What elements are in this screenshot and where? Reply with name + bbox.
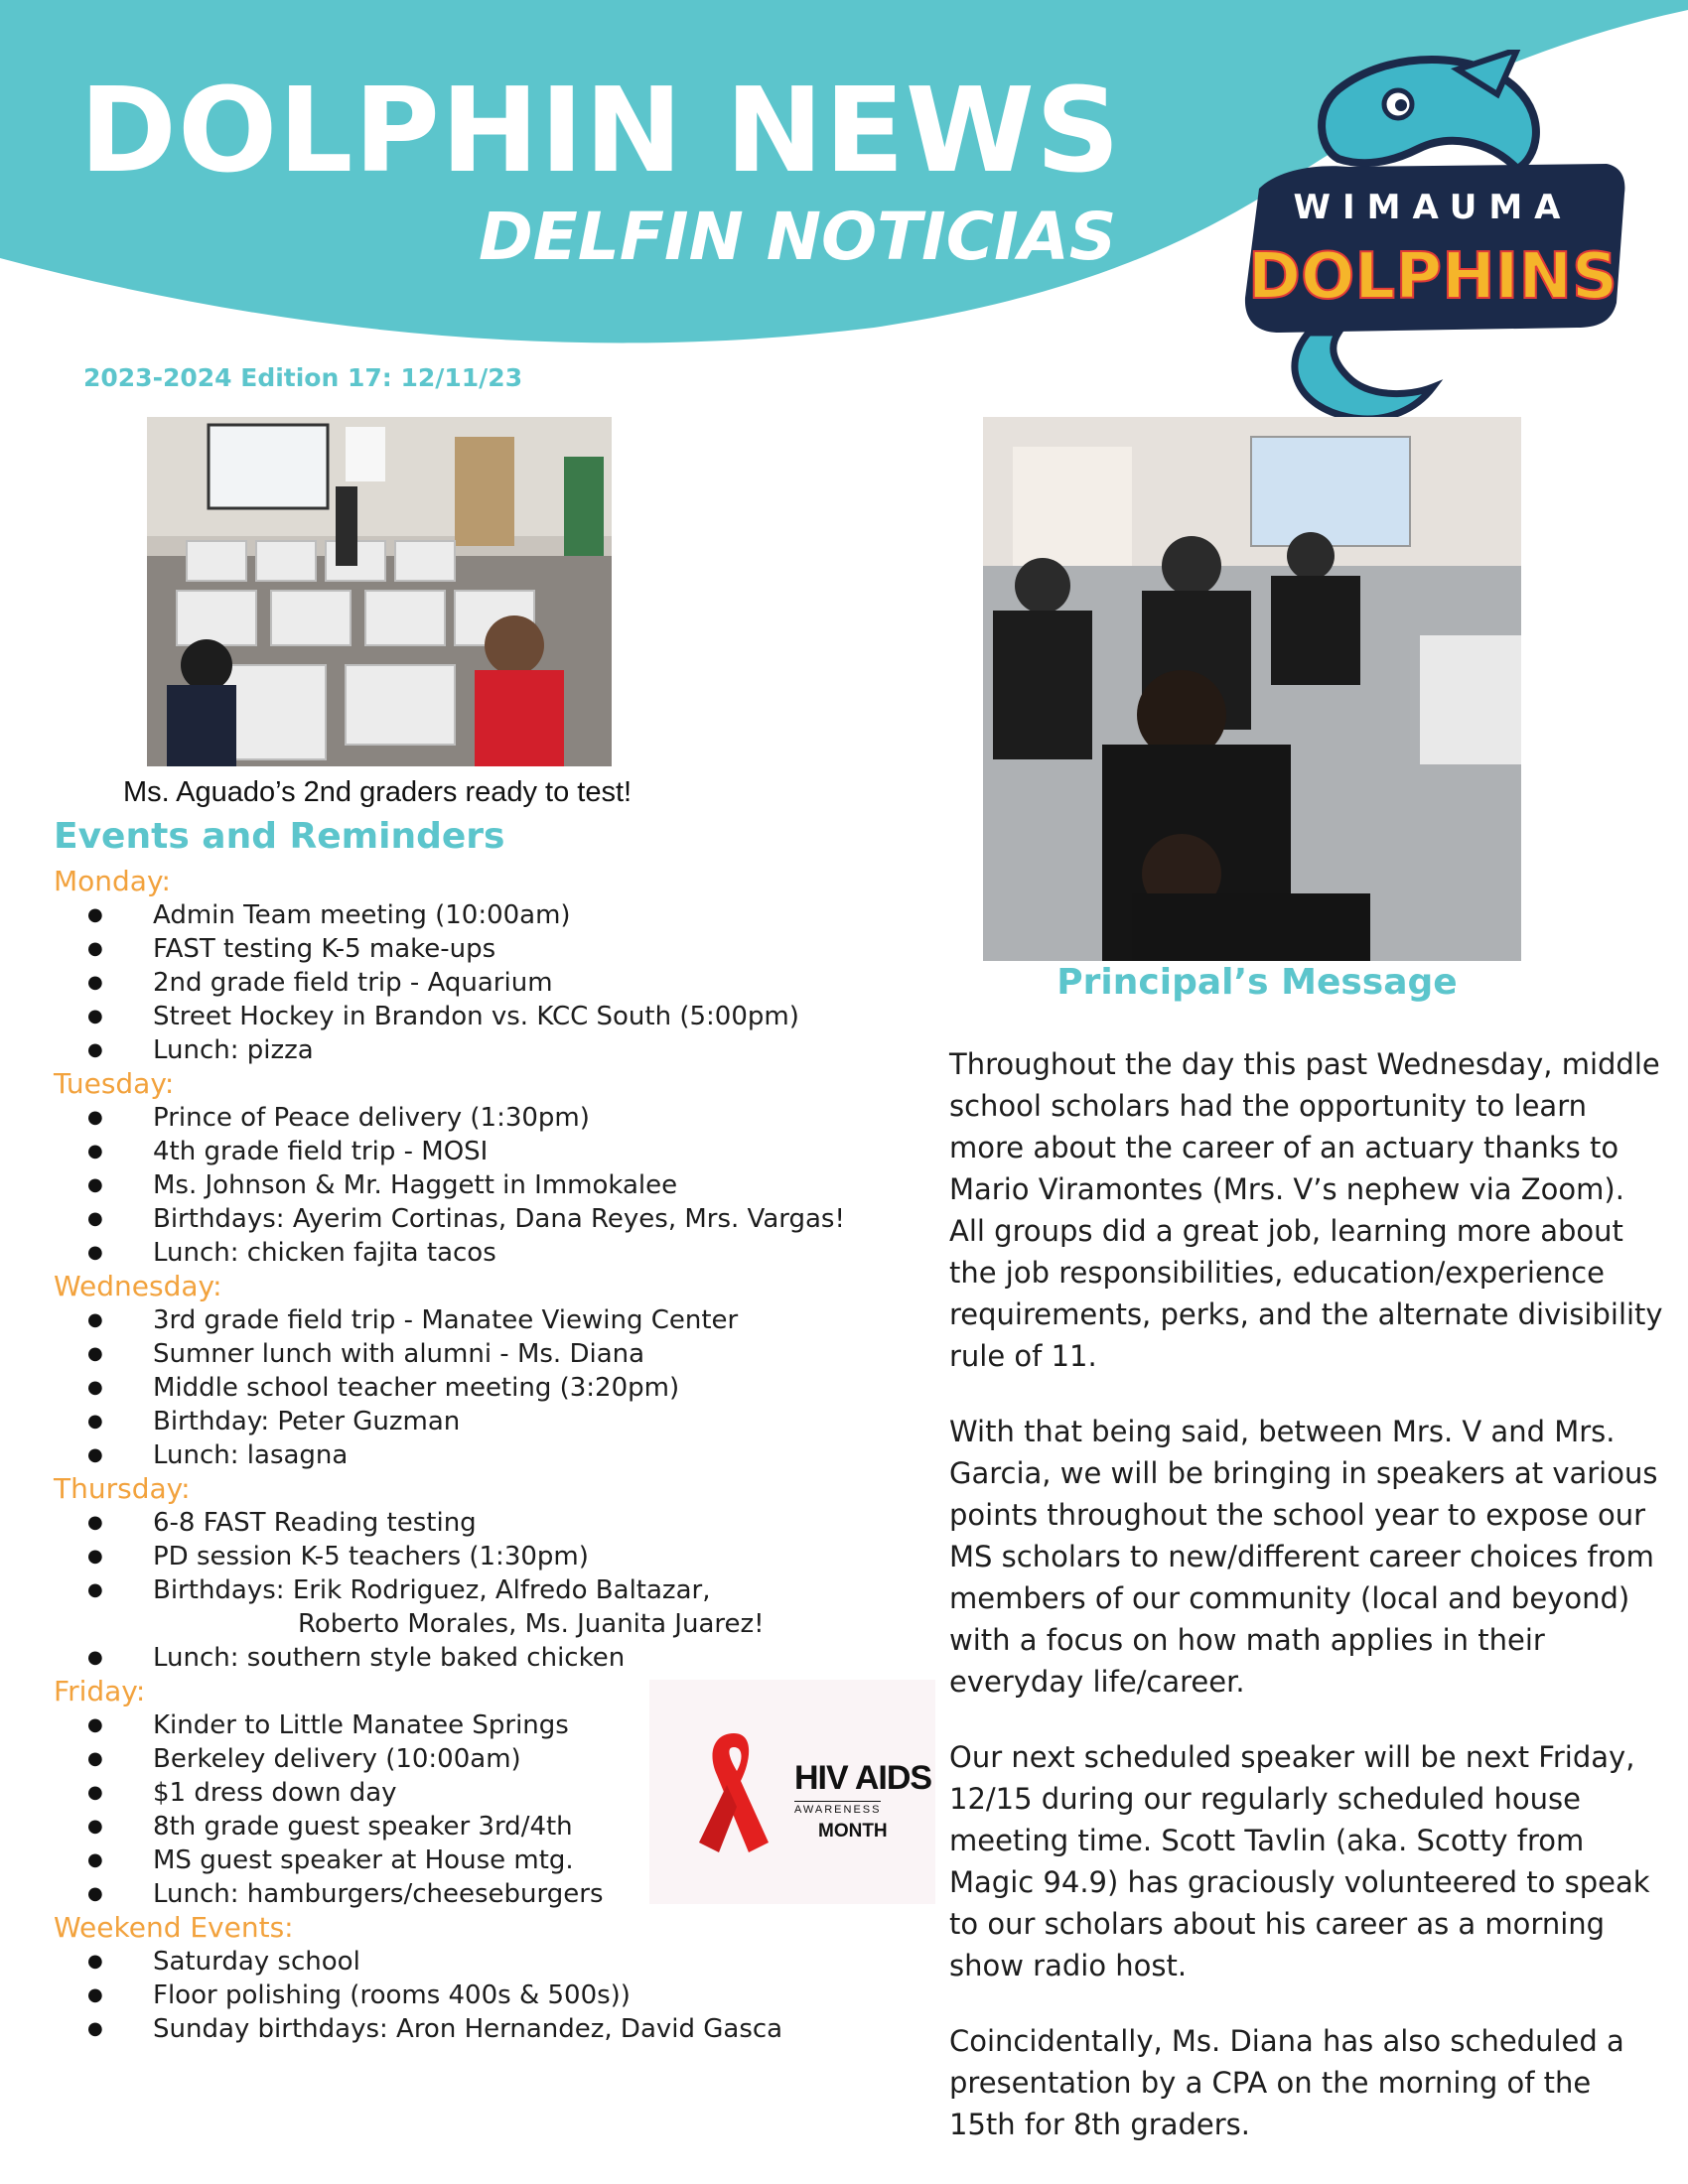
day-monday: Monday:	[54, 865, 171, 898]
day-friday: Friday:	[54, 1675, 146, 1708]
principal-paragraph: Our next scheduled speaker will be next Friday, 12/15 during our regularly scheduled house meeting time. Scott Tavlin (aka. Scotty from Magic 94.9) has graciously volunteered to speak to our scholars about his career as a morning show radio host.	[949, 1740, 1650, 1983]
list-item: ● 4th grade field trip - MOSI	[54, 1135, 947, 1168]
principal-paragraph: With that being said, between Mrs. V and Mrs. Garcia, we will be bringing in speakers at various points throughout the school year to expose our MS scholars to new/different career choices from members of our community (local and beyond) with a focus on how math applies in their everyday life/career.	[949, 1415, 1658, 1700]
list-item: ● Lunch: southern style baked chicken	[54, 1641, 947, 1675]
list-item: ● MS guest speaker at House mtg.	[54, 1843, 947, 1877]
list-item: ● Berkeley delivery (10:00am)	[54, 1742, 947, 1776]
middle-school-classroom-photo	[983, 417, 1521, 961]
list-item: ● Admin Team meeting (10:00am)	[54, 898, 947, 932]
left-photo-caption: Ms. Aguado’s 2nd graders ready to test!	[123, 776, 633, 808]
list-item: ● Kinder to Little Manatee Springs	[54, 1708, 947, 1742]
list-item: ● Lunch: hamburgers/cheeseburgers	[54, 1877, 947, 1911]
list-item-text: Birthdays: Erik Rodriguez, Alfredo Baltazar,	[153, 1575, 711, 1606]
list-item: ● 2nd grade field trip - Aquarium	[54, 966, 947, 1000]
day-weekend: Weekend Events:	[54, 1911, 294, 1945]
hiv-badge-month: MONTH	[818, 1821, 888, 1842]
wednesday-list	[54, 1303, 947, 1472]
day-thursday: Thursday:	[54, 1472, 191, 1506]
logo-bottom-text: DOLPHINS	[1247, 240, 1618, 314]
list-item: ● Birthdays: Ayerim Cortinas, Dana Reyes, Mrs. Vargas!	[54, 1202, 947, 1236]
red-ribbon-icon	[689, 1723, 778, 1862]
day-tuesday: Tuesday:	[54, 1067, 175, 1101]
principals-message	[949, 961, 1664, 2179]
list-item: ● Lunch: pizza	[54, 1033, 947, 1067]
list-item: ● Lunch: chicken fajita tacos	[54, 1236, 947, 1270]
wimauma-dolphins-logo	[1219, 50, 1636, 427]
list-item: ● Middle school teacher meeting (3:20pm)	[54, 1371, 947, 1405]
hiv-aids-awareness-badge	[649, 1680, 935, 1904]
list-item: ● 8th grade guest speaker 3rd/4th	[54, 1810, 947, 1843]
monday-list	[54, 898, 947, 1067]
list-item: ● Prince of Peace delivery (1:30pm)	[54, 1101, 947, 1135]
hiv-badge-title: HIV AIDS	[794, 1759, 932, 1797]
tuesday-list	[54, 1101, 947, 1270]
list-item: ● PD session K-5 teachers (1:30pm)	[54, 1540, 947, 1573]
thursday-list	[54, 1506, 947, 1675]
list-item	[54, 1573, 947, 1641]
newsletter-subtitle: DELFIN NOTICIAS	[479, 199, 1117, 275]
hiv-badge-awareness: AWARENESS	[794, 1801, 881, 1816]
list-item: ● Floor polishing (rooms 400s & 500s))	[54, 1979, 947, 2012]
logo-top-text: WIMAUMA	[1293, 188, 1573, 227]
list-item: ● $1 dress down day	[54, 1776, 947, 1810]
day-wednesday: Wednesday:	[54, 1270, 222, 1303]
list-item: ● Street Hockey in Brandon vs. KCC South (5:00pm)	[54, 1000, 947, 1033]
list-item: ● Birthday: Peter Guzman	[54, 1405, 947, 1438]
events-heading: Events and Reminders	[54, 816, 505, 857]
edition-line: 2023-2024 Edition 17: 12/11/23	[83, 363, 523, 392]
list-item-continuation: Roberto Morales, Ms. Juanita Juarez!	[298, 1609, 765, 1640]
newsletter-title: DOLPHIN NEWS	[79, 62, 1121, 199]
list-item: ● Lunch: lasagna	[54, 1438, 947, 1472]
classroom-testing-photo	[147, 417, 612, 766]
principal-paragraph: Throughout the day this past Wednesday, middle school scholars had the opportunity to learn more about the career of an actuary thanks to Mario Viramontes (Mrs. V’s nephew via Zoom). All groups did a great job, learning more about the job responsibilities, education/experience requirements, perks, and the alternate divisibility rule of 11.	[949, 1047, 1663, 1374]
list-item: ● Sumner lunch with alumni - Ms. Diana	[54, 1337, 947, 1371]
list-item: ● FAST testing K-5 make-ups	[54, 932, 947, 966]
list-item: ● 6-8 FAST Reading testing	[54, 1506, 947, 1540]
list-item: ● Sunday birthdays: Aron Hernandez, David Gasca	[54, 2012, 947, 2046]
principal-heading: Principal’s Message	[1056, 962, 1458, 1003]
list-item: ● Ms. Johnson & Mr. Haggett in Immokalee	[54, 1168, 947, 1202]
weekend-list	[54, 1945, 947, 2046]
principal-paragraph: Coincidentally, Ms. Diana has also scheduled a presentation by a CPA on the morning of the 15th for 8th graders.	[949, 2024, 1624, 2142]
list-item: ● 3rd grade field trip - Manatee Viewing Center	[54, 1303, 947, 1337]
list-item: ● Saturday school	[54, 1945, 947, 1979]
